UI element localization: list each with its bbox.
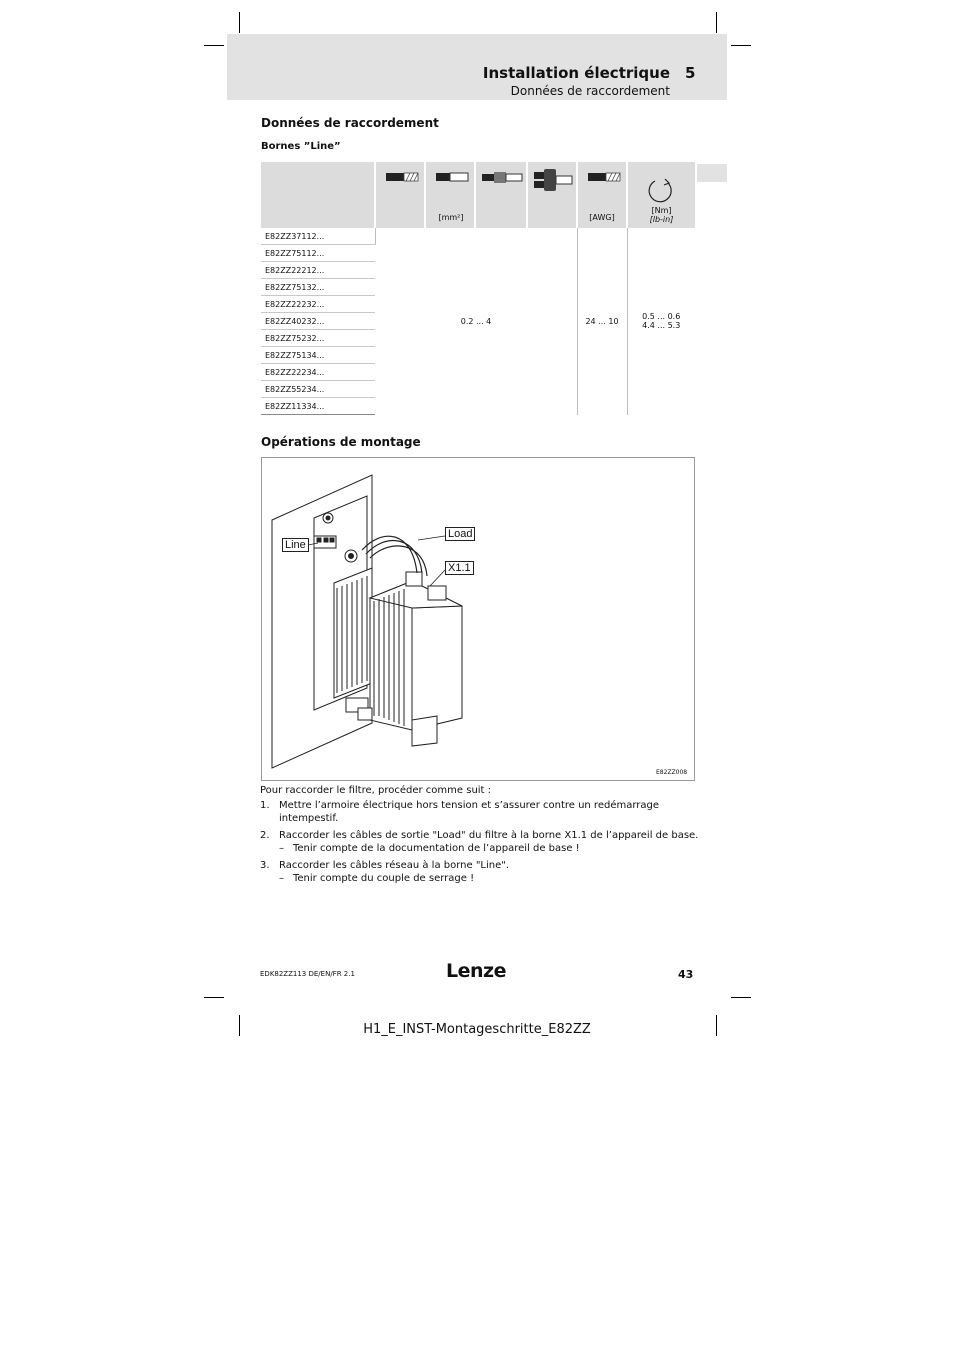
filter-device-drawing xyxy=(262,458,694,780)
ferrule-icon xyxy=(426,169,476,189)
lenze-logo: Lenze xyxy=(446,960,506,982)
step-note: Tenir compte du couple de serrage ! xyxy=(293,873,475,884)
awg-wire-icon xyxy=(578,169,628,189)
model-cell: E82ZZ22212... xyxy=(261,262,375,279)
insulated-ferrule-icon-cell xyxy=(475,162,527,228)
model-cell: E82ZZ40232... xyxy=(261,313,375,330)
torque-lbin: 4.4 ... 5.3 xyxy=(642,321,681,331)
step-3-note xyxy=(279,872,700,885)
step-number: 2. xyxy=(260,830,270,841)
instructions xyxy=(260,784,700,885)
figure-code: E82ZZ008 xyxy=(656,769,688,776)
step-number: 1. xyxy=(260,800,270,811)
page-number: 43 xyxy=(678,968,694,981)
step-text: Raccorder les câbles réseau à la borne "Line". xyxy=(279,860,510,871)
crop-mark xyxy=(204,45,224,46)
stripped-wire-icon xyxy=(376,169,426,189)
cross-section-value: 0.2 ... 4 xyxy=(375,228,577,415)
mounting-title: Opérations de montage xyxy=(261,435,421,449)
x11-label: X1.1 xyxy=(445,561,474,575)
crop-mark xyxy=(731,997,751,998)
awg-value: 24 ... 10 xyxy=(577,228,627,415)
terminal-data-table xyxy=(261,162,695,415)
model-cell: E82ZZ55234... xyxy=(261,381,375,398)
crop-mark xyxy=(716,12,717,33)
dash: – xyxy=(279,843,284,854)
unit-lbin: [lb-in] xyxy=(649,215,674,224)
crop-mark xyxy=(204,997,224,998)
model-cell: E82ZZ37112... xyxy=(261,228,375,245)
torque-value xyxy=(627,228,695,415)
awg-icon-cell xyxy=(577,162,627,228)
step-2-note xyxy=(279,842,700,855)
wire-icon-cell xyxy=(375,162,464,228)
crop-mark xyxy=(239,12,240,33)
model-header-cell xyxy=(261,162,375,228)
step-note: Tenir compte de la documentation de l’appareil de base ! xyxy=(293,843,580,854)
model-cell: E82ZZ75232... xyxy=(261,330,375,347)
twin-ferrule-icon-cell xyxy=(527,162,577,228)
load-label: Load xyxy=(445,527,475,541)
table-row xyxy=(261,228,695,245)
step-3 xyxy=(260,859,700,872)
chapter-subtitle: Données de raccordement xyxy=(510,84,670,98)
mounting-figure xyxy=(261,457,695,781)
chapter-title: Installation électrique xyxy=(482,64,670,82)
side-tab xyxy=(697,164,727,182)
chapter-number: 5 xyxy=(685,64,696,82)
step-number: 3. xyxy=(260,860,270,871)
chapter-header xyxy=(227,34,727,100)
torque-nm: 0.5 ... 0.6 xyxy=(642,312,681,322)
unit-awg: [AWG] xyxy=(589,213,615,222)
file-slug: H1_E_INST-Montageschritte_E82ZZ xyxy=(363,1022,591,1037)
torque-rotation-icon xyxy=(628,174,696,204)
torque-icon-cell xyxy=(627,162,695,228)
step-text: Raccorder les câbles de sortie "Load" du filtre à la borne X1.1 de l’appareil de base. xyxy=(279,830,699,841)
model-cell: E82ZZ22234... xyxy=(261,364,375,381)
twin-ferrule-icon xyxy=(528,167,578,197)
line-label: Line xyxy=(282,538,309,552)
dash: – xyxy=(279,873,284,884)
unit-mm2: [mm²] xyxy=(438,213,464,222)
unit-nm: [Nm] xyxy=(651,206,672,215)
model-cell: E82ZZ75134... xyxy=(261,347,375,364)
section-title: Données de raccordement xyxy=(261,116,439,130)
step-1 xyxy=(260,799,700,825)
insulated-ferrule-icon xyxy=(476,169,528,189)
instructions-intro: Pour raccorder le filtre, procéder comme suit : xyxy=(260,785,492,796)
step-text: Mettre l’armoire électrique hors tension et s’assurer contre un redémarrage intempestif. xyxy=(279,800,660,824)
crop-mark xyxy=(731,45,751,46)
model-cell: E82ZZ75112... xyxy=(261,245,375,262)
model-cell: E82ZZ75132... xyxy=(261,279,375,296)
model-cell: E82ZZ11334... xyxy=(261,398,375,415)
table-title: Bornes ”Line” xyxy=(261,141,341,152)
model-cell: E82ZZ22232... xyxy=(261,296,375,313)
step-2 xyxy=(260,829,700,842)
document-id: EDK82ZZ113 DE/EN/FR 2.1 xyxy=(260,970,355,978)
